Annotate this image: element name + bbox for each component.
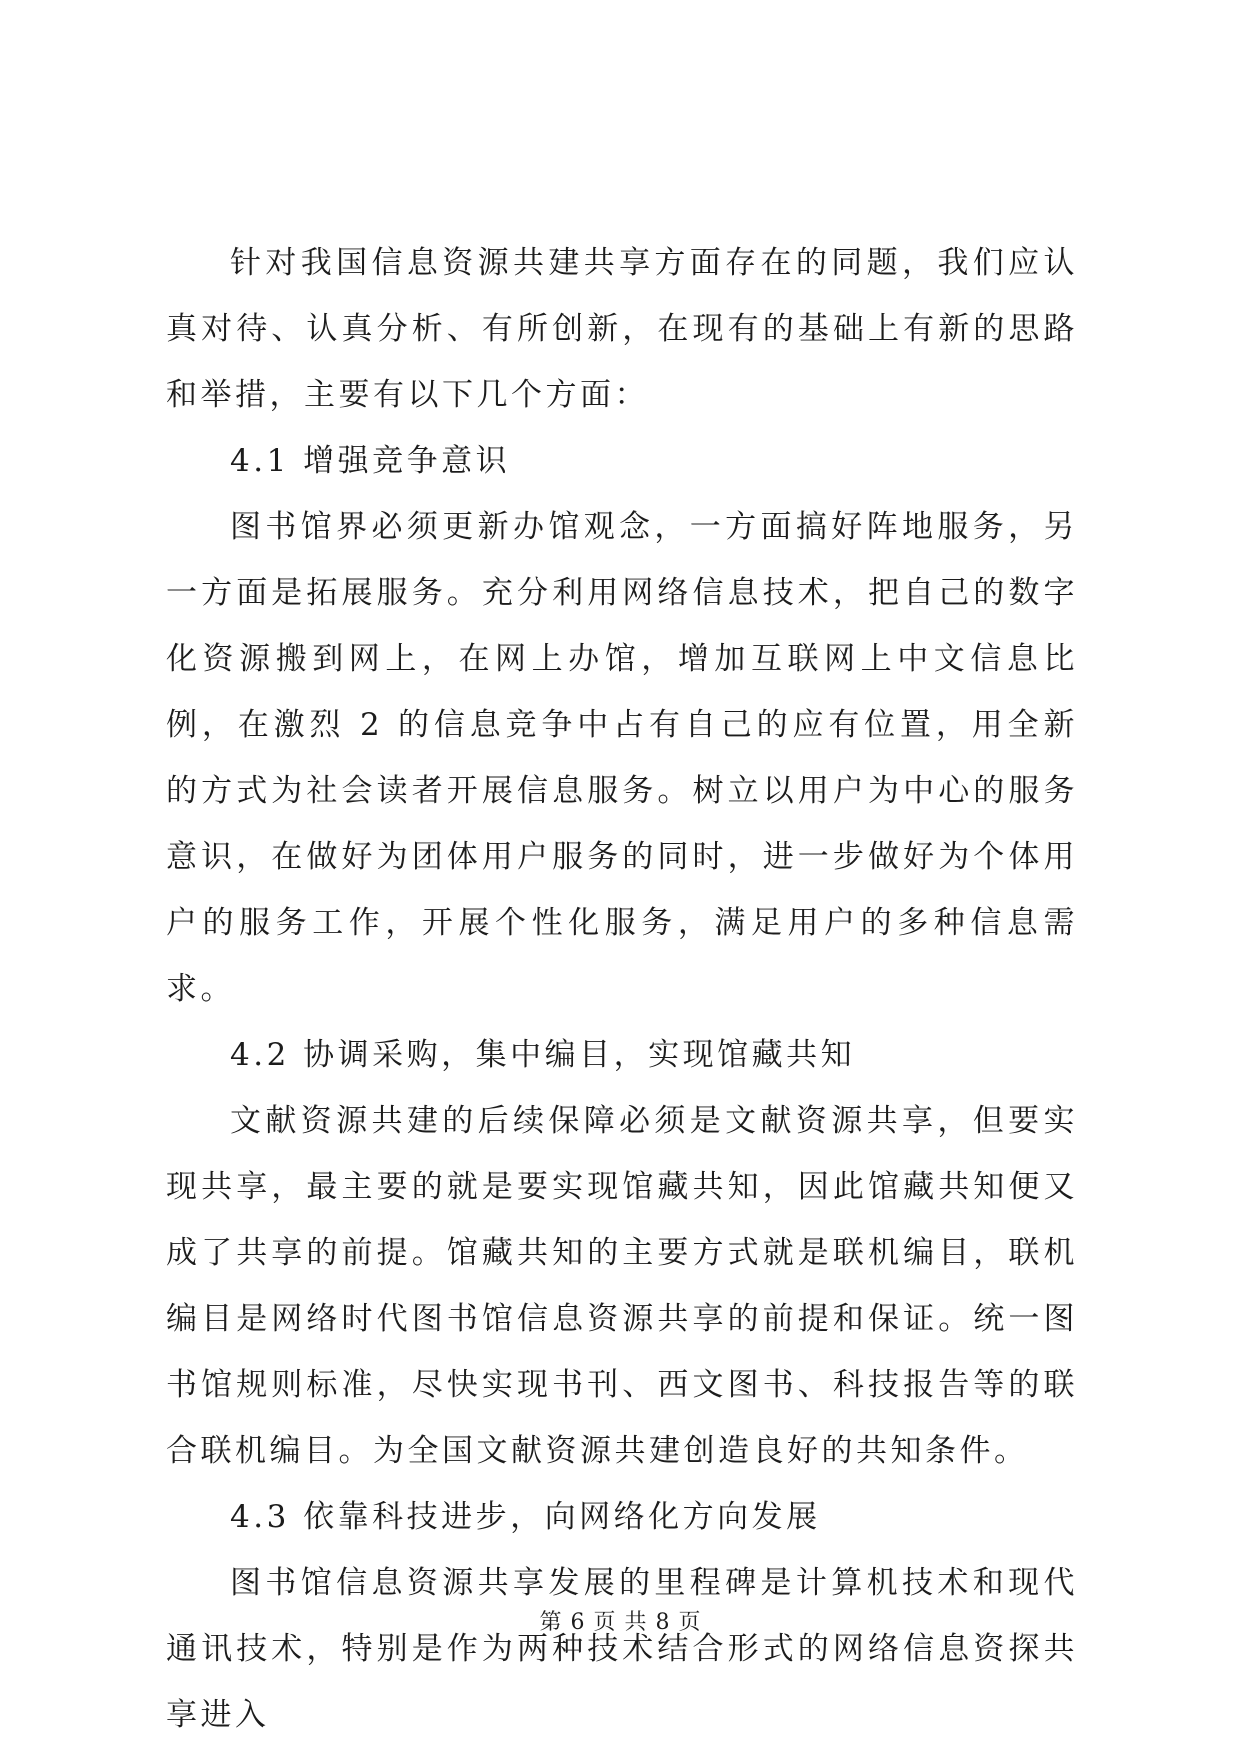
section-heading-4-2: 4.2 协调采购，集中编目，实现馆藏共知 xyxy=(230,1037,856,1073)
section-heading-4-1: 4.1 增强竞争意识 xyxy=(230,443,511,479)
page-footer: 第 6 页 共 8 页 xyxy=(539,1610,702,1635)
document-body xyxy=(166,230,1078,1748)
paragraph-intro: 针对我国信息资源共建共享方面存在的同题，我们应认真对待、认真分析、有所创新，在现有的基础上有新的思路和举措，主要有以下几个方面： xyxy=(166,245,1078,413)
paragraph-4-3: 图书馆信息资源共享发展的里程碑是计算机技术和现代通讯技术，特别是作为两种技术结合形式的网络信息资探共享进入 xyxy=(166,1565,1078,1733)
section-heading-4-3: 4.3 依靠科技进步，向网络化方向发展 xyxy=(230,1499,821,1535)
paragraph-4-1: 图书馆界必须更新办馆观念，一方面搞好阵地服务，另一方面是拓展服务。充分利用网络信息技术，把自己的数字化资源搬到网上，在网上办馆，增加互联网上中文信息比例，在激烈 2 的信息竞争中占有自己的应有位置，用全新的方式为社会读者开展信息服务。树立以用户为中心的服务意识，在做好为团体用户服务的同时，进一步做好为个体用户的服务工作，开展个性化服务，满足用户的多种信息需求。 xyxy=(166,509,1078,1007)
paragraph-4-2: 文献资源共建的后续保障必须是文献资源共享，但要实现共享，最主要的就是要实现馆藏共知，因此馆藏共知便又成了共享的前提。馆藏共知的主要方式就是联机编目，联机编目是网络时代图书馆信息资源共享的前提和保证。统一图书馆规则标准，尽快实现书刊、西文图书、科技报告等的联合联机编目。为全国文献资源共建创造良好的共知条件。 xyxy=(166,1103,1078,1469)
